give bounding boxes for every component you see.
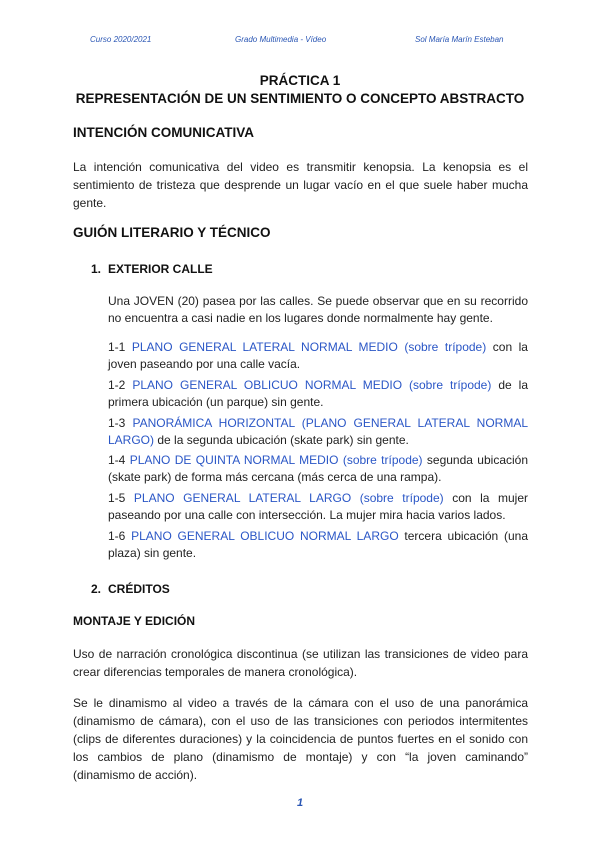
shot-plano: PLANO GENERAL LATERAL LARGO (sobre trípode) [133,491,444,505]
heading-montaje: MONTAJE Y EDICIÓN [73,614,196,628]
shot-plano: PLANO GENERAL OBLICUO NORMAL LARGO [131,529,399,543]
shot-entry [108,452,528,485]
shot-desc: con la mujer paseando por una calle con intersección. La mujer mira hacia varios lados. [108,491,528,522]
shot-entry [108,528,528,561]
shot-desc: de la segunda ubicación (skate park) sin gente. [157,432,409,447]
shot-entry [108,377,528,410]
shot-id: 1-4 [108,453,126,467]
header-author: Sol María Marín Esteban [415,35,504,44]
shot-desc: de la primera ubicación (un parque) sin gente. [108,378,529,409]
document-title: PRÁCTICA 1 [259,73,341,88]
shot-id: 1-3 [108,416,126,430]
heading-guion: GUIÓN LITERARIO Y TÉCNICO [73,225,271,240]
shot-plano: PANORÁMICA HORIZONTAL (PLANO GENERAL LATERAL NORMAL LARGO) [108,416,528,447]
shot-id: 1-5 [108,491,126,505]
paragraph-montaje-1: Uso de narración cronológica discontinua (se utilizan las transiciones de video para crear diferencias temporales de manera cronológica). [73,647,528,679]
document-subtitle: REPRESENTACIÓN DE UN SENTIMIENTO O CONCEPTO ABSTRACTO [75,91,525,106]
shot-entry [108,490,528,523]
paragraph-intencion: La intención comunicativa del video es transmitir kenopsia. La kenopsia es el sentimiento de tristeza que desprende un lugar vacío en el que suele haber mucha gente. [73,160,528,210]
page-header [0,35,600,47]
shot-plano: PLANO GENERAL OBLICUO NORMAL MEDIO (sobre trípode) [132,378,492,392]
shot-id: 1-2 [108,378,126,392]
list-title: CRÉDITOS [108,582,170,596]
paragraph-montaje-2: Se le dinamismo al video a través de la cámara con el uso de una panorámica (dinamismo de cámara), con el uso de las transiciones con periodos intermitentes (clips de diferentes duraciones) y la coincidencia de puntos fuertes en el sonido con los cambios de plano (dinamismo de montaje) y con “la joven caminando” (dinamismo de acción). [73,696,528,782]
shot-desc: tercera ubicación (una plaza) sin gente. [108,529,529,560]
heading-intencion: INTENCIÓN COMUNICATIVA [73,125,254,140]
shot-desc: segunda ubicación (skate park) de forma más cercana (más cerca de una rampa). [108,453,529,484]
shot-entry [108,415,528,448]
header-degree: Grado Multimedia - Vídeo [235,35,327,44]
scene-description: Una JOVEN (20) pasea por las calles. Se puede observar que en su recorrido no encuentra a casi nadie en los lugares donde normalmente hay gente. [108,294,528,325]
list-number: 1. [91,262,102,276]
page-number: 1 [296,797,304,809]
shot-desc: con la joven paseando por una calle vacía. [108,340,528,371]
shot-plano: PLANO GENERAL LATERAL NORMAL MEDIO (sobre trípode) [131,340,487,354]
shot-entry [108,339,528,372]
shot-id: 1-6 [108,529,126,543]
list-title: EXTERIOR CALLE [108,262,213,276]
shot-plano: PLANO DE QUINTA NORMAL MEDIO (sobre trípode) [129,453,423,467]
header-course: Curso 2020/2021 [90,35,152,44]
list-item-exterior-calle [91,262,213,276]
shot-id: 1-1 [108,340,126,354]
list-number: 2. [91,582,102,596]
list-item-creditos [91,582,170,596]
